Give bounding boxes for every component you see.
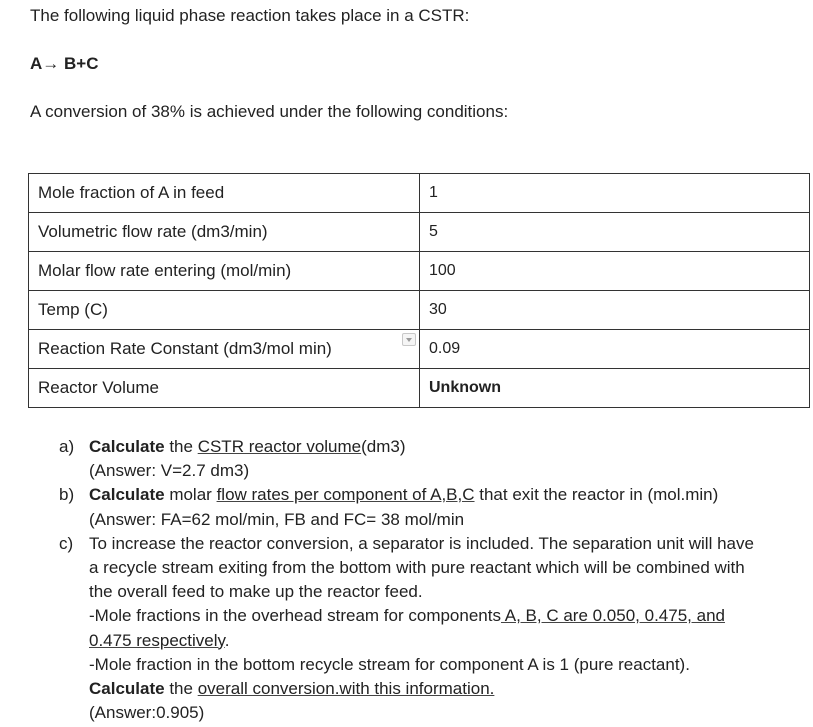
answer-text: (Answer: FA=62 mol/min, FB and FC= 38 mol/min xyxy=(89,509,465,529)
text-span: that exit the reactor in (mol.min) xyxy=(474,485,719,505)
row-value: Unknown xyxy=(420,369,810,408)
row-value: 5 xyxy=(420,213,810,252)
bold-keyword: Calculate xyxy=(89,485,165,505)
intro-text: The following liquid phase reaction takes place in a CSTR: xyxy=(30,6,470,25)
answer-text: (Answer:0.905) xyxy=(89,703,205,723)
row-value: 30 xyxy=(420,291,810,330)
text-span: -Mole fractions in the overhead stream for components xyxy=(89,606,501,626)
question-b xyxy=(30,483,810,531)
row-label: Reactor Volume xyxy=(29,369,420,408)
question-line: To increase the reactor conversion, a separator is included. The separation unit will have xyxy=(89,533,754,553)
question-text xyxy=(89,435,810,459)
question-line: the overall feed to make up the reactor feed. xyxy=(89,582,423,602)
bold-keyword: Calculate xyxy=(89,437,165,456)
row-label: Volumetric flow rate (dm3/min) xyxy=(29,213,420,252)
text-span: (dm3) xyxy=(361,437,406,456)
underlined-text: overall conversion.with this information. xyxy=(197,679,495,699)
question-line xyxy=(89,677,810,701)
text-span: . xyxy=(224,630,230,650)
row-label: Mole fraction of A in feed xyxy=(29,174,420,213)
question-marker: a) xyxy=(59,437,75,456)
cell-dropdown-icon[interactable] xyxy=(402,333,416,346)
table-row xyxy=(29,213,810,252)
underlined-text: 0.475 respectively xyxy=(89,630,225,650)
question-marker: b) xyxy=(59,485,75,505)
table-row xyxy=(29,174,810,213)
row-value: 0.09 xyxy=(420,330,810,369)
table-row xyxy=(29,291,810,330)
row-value: 100 xyxy=(420,252,810,291)
row-label: Temp (C) xyxy=(29,291,420,330)
answer-text: (Answer: V=2.7 dm3) xyxy=(89,461,250,481)
underlined-text: CSTR reactor volume xyxy=(197,437,362,456)
question-line xyxy=(89,629,810,653)
question-text xyxy=(89,483,810,507)
question-marker: c) xyxy=(59,533,74,553)
bold-keyword: Calculate xyxy=(89,679,165,699)
question-list xyxy=(30,435,810,725)
question-c xyxy=(30,532,810,726)
row-label: Molar flow rate entering (mol/min) xyxy=(29,252,420,291)
question-line xyxy=(89,604,810,628)
conversion-statement: A conversion of 38% is achieved under the following conditions: xyxy=(30,102,509,121)
question-a xyxy=(30,435,810,483)
underlined-text: A, B, C are 0.050, 0.475, and xyxy=(500,606,725,626)
table-row xyxy=(29,252,810,291)
text-span: molar xyxy=(164,485,217,505)
row-label: Reaction Rate Constant (dm3/mol min) xyxy=(38,339,332,358)
table-row xyxy=(29,330,810,369)
table-row xyxy=(29,369,810,408)
reaction-equation: A→ B+C xyxy=(30,54,99,73)
question-line: a recycle stream exiting from the bottom with pure reactant which will be combined with xyxy=(89,558,745,578)
text-span: the xyxy=(164,679,198,699)
conditions-table xyxy=(28,173,810,408)
row-label-cell xyxy=(29,330,420,369)
question-line: -Mole fraction in the bottom recycle stream for component A is 1 (pure reactant). xyxy=(89,654,690,674)
underlined-text: flow rates per component of A,B,C xyxy=(216,485,475,505)
text-span: the xyxy=(164,437,198,456)
row-value: 1 xyxy=(420,174,810,213)
